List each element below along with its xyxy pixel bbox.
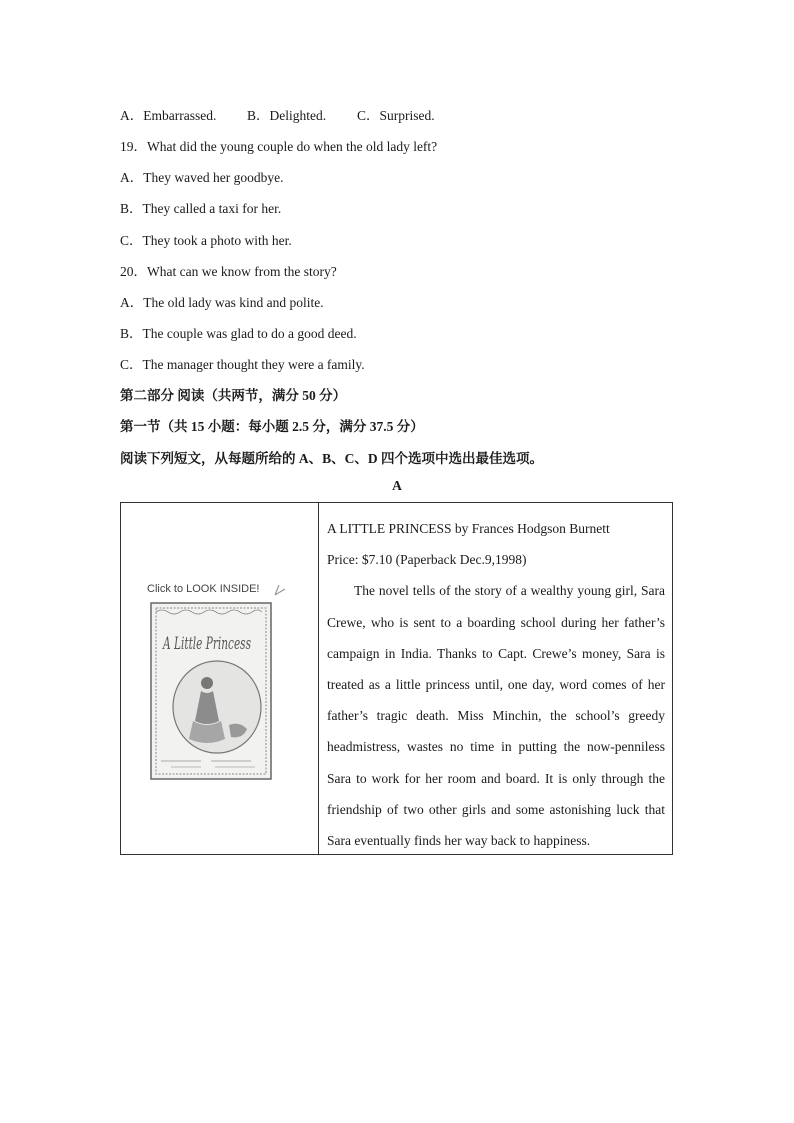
q18-option-a: A．Embarrassed. <box>120 108 217 123</box>
passage-label: A <box>392 478 402 493</box>
part2-heading: 第二部分 阅读（共两节，满分 50 分） <box>120 388 347 403</box>
q19-question: 19．What did the young couple do when the old lady left? <box>120 139 438 154</box>
q19-option-b: B．They called a taxi for her. <box>120 201 282 216</box>
book-price-line: Price: $7.10 (Paperback Dec.9,1998) <box>327 552 527 568</box>
q19-option-c: C．They took a photo with her. <box>120 233 292 248</box>
instructions: 阅读下列短文，从每题所给的 A、B、C、D 四个选项中选出最佳选项。 <box>120 451 544 466</box>
q20-option-c: C．The manager thought they were a family. <box>120 357 365 372</box>
book-info-cell <box>319 503 672 854</box>
cover-title: A Little Princess <box>161 634 252 654</box>
q18-options <box>120 104 435 124</box>
q18-option-b: B．Delighted. <box>247 108 327 123</box>
q20-option-a: A．The old lady was kind and polite. <box>120 295 324 310</box>
q19-option-a: A．They waved her goodbye. <box>120 170 284 185</box>
book-cover-image <box>141 575 301 785</box>
book-table <box>120 502 673 855</box>
book-description: The novel tells of the story of a wealthy young girl, Sara Crewe, who is sent to a boarding school during her father’s campaign in India. Thanks to Capt. Crewe’s money, Sara is treated as a little princess until, one day, word comes of her father’s tragic death. Miss Minchin, the school’s greedy headmistress, wastes no time in putting the now-penniless Sara to work for her room and board. It is only through the friendship of two other girls and some astonishing luck that Sara eventually finds her way back to happiness. <box>327 583 665 849</box>
q18-option-c: C．Surprised. <box>357 108 435 123</box>
book-title-line: A LITTLE PRINCESS by Frances Hodgson Burnett <box>327 521 610 536</box>
q20-question: 20．What can we know from the story? <box>120 264 337 279</box>
book-cover-cell <box>121 503 319 854</box>
q20-option-b: B．The couple was glad to do a good deed. <box>120 326 357 341</box>
look-inside-label: Click to LOOK INSIDE! <box>147 583 260 595</box>
section1-heading: 第一节（共 15 小题：每小题 2.5 分，满分 37.5 分） <box>120 419 424 434</box>
